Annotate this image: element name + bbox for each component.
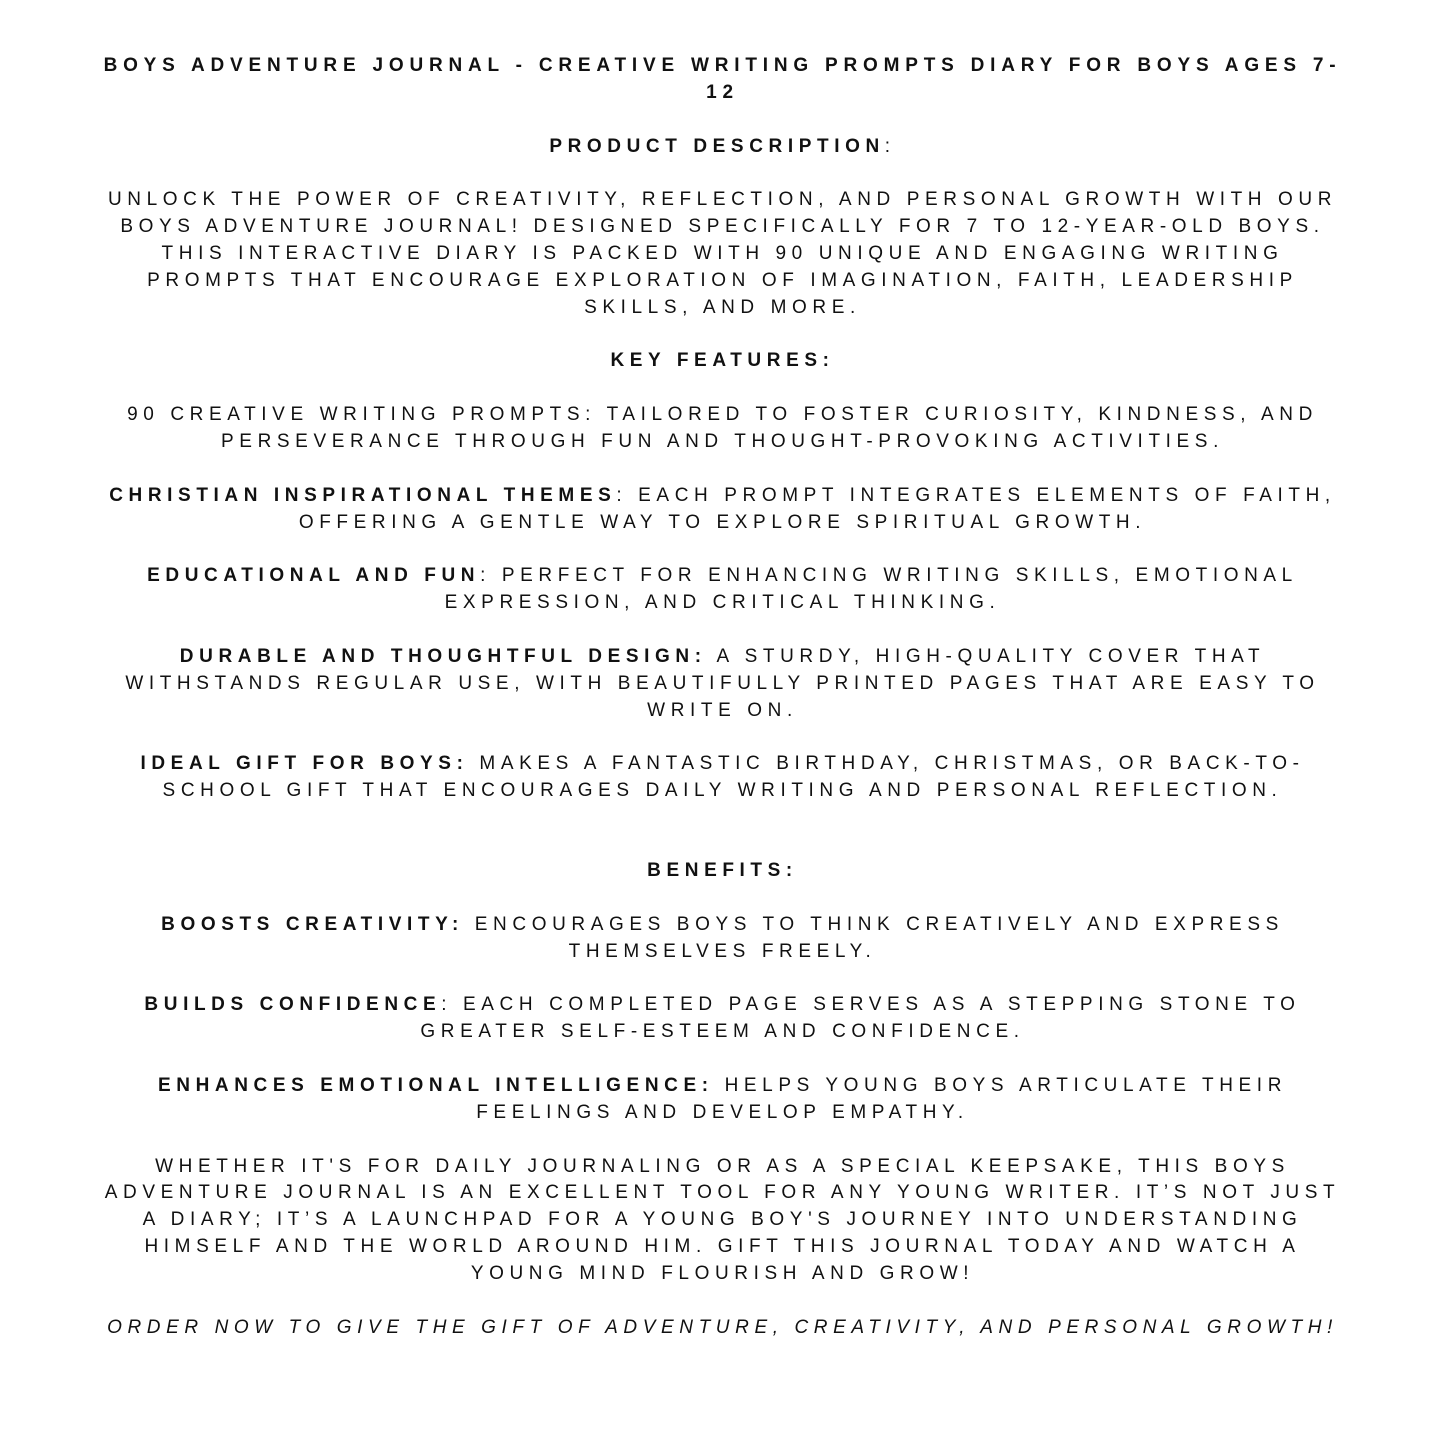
- product-description-heading-colon: :: [884, 135, 896, 157]
- benefit-text: ENCOURAGES BOYS TO THINK CREATIVELY AND EXPRESS THEMSELVES FREELY.: [463, 913, 1284, 962]
- feature-label: CHRISTIAN INSPIRATIONAL THEMES: [109, 484, 617, 506]
- feature-text: MAKES A FANTASTIC BIRTHDAY, CHRISTMAS, OR BACK-TO-SCHOOL GIFT THAT ENCOURAGES DAILY WRITING AND PERSONAL REFLECTION.: [162, 753, 1305, 802]
- intro-paragraph: UNLOCK THE POWER OF CREATIVITY, REFLECTION, AND PERSONAL GROWTH WITH OUR BOYS ADVENTURE JOURNAL! DESIGNED SPECIFICALLY FOR 7 TO 12-YEAR-OLD BOYS. THIS INTERACTIVE DIARY IS PACKED WITH 90 UNIQUE AND ENGAGING WRITING PROMPTS THAT ENCOURAGE EXPLORATION OF IMAGINATION, FAITH, LEADERSHIP SKILLS, AND MORE.: [107, 189, 1338, 318]
- benefits-heading: BENEFITS:: [647, 859, 798, 881]
- benefit-text: : EACH COMPLETED PAGE SERVES AS A STEPPING STONE TO GREATER SELF-ESTEEM AND CONFIDENCE.: [420, 994, 1301, 1043]
- feature-item: [100, 483, 1345, 537]
- closing-paragraph: WHETHER IT'S FOR DAILY JOURNALING OR AS A SPECIAL KEEPSAKE, THIS BOYS ADVENTURE JOURNAL IS AN EXCELLENT TOOL FOR ANY YOUNG WRITER. IT’S NOT JUST A DIARY; IT’S A LAUNCHPAD FOR A YOUNG BOY'S JOURNEY INTO UNDERSTANDING HIMSELF AND THE WORLD AROUND HIM. GIFT THIS JOURNAL TODAY AND WATCH A YOUNG MIND FLOURISH AND GROW!: [104, 1155, 1341, 1284]
- benefit-label: BOOSTS CREATIVITY:: [161, 913, 464, 935]
- feature-text: 90 CREATIVE WRITING PROMPTS: TAILORED TO FOSTER CURIOSITY, KINDNESS, AND PERSEVERANCE THROUGH FUN AND THOUGHT-PROVOKING ACTIVITIES.: [127, 404, 1318, 452]
- feature-text: : EACH PROMPT INTEGRATES ELEMENTS OF FAITH, OFFERING A GENTLE WAY TO EXPLORE SPIRITUAL GROWTH.: [298, 484, 1336, 533]
- benefit-label: BUILDS CONFIDENCE: [144, 994, 442, 1016]
- benefit-item: [100, 1073, 1345, 1127]
- closing-call-to-action: ORDER NOW TO GIVE THE GIFT OF ADVENTURE, CREATIVITY, AND PERSONAL GROWTH!: [107, 1316, 1338, 1338]
- feature-item: [100, 563, 1345, 617]
- benefit-label: ENHANCES EMOTIONAL INTELLIGENCE:: [157, 1074, 714, 1096]
- document-title: BOYS ADVENTURE JOURNAL - CREATIVE WRITING PROMPTS DIARY FOR BOYS AGES 7-12: [103, 55, 1342, 103]
- document-page: [100, 53, 1345, 1341]
- key-features-heading: KEY FEATURES:: [610, 350, 835, 372]
- benefit-item: [100, 912, 1345, 966]
- feature-item: [100, 644, 1345, 724]
- feature-text: A STURDY, HIGH-QUALITY COVER THAT WITHSTANDS REGULAR USE, WITH BEAUTIFULLY PRINTED PAGES THAT ARE EASY TO WRITE ON.: [125, 645, 1320, 721]
- feature-item: [100, 402, 1345, 456]
- feature-label: IDEAL GIFT FOR BOYS:: [140, 753, 469, 775]
- benefit-item: [100, 992, 1345, 1046]
- feature-text: : PERFECT FOR ENHANCING WRITING SKILLS, EMOTIONAL EXPRESSION, AND CRITICAL THINKING.: [444, 565, 1298, 614]
- benefit-text: HELPS YOUNG BOYS ARTICULATE THEIR FEELINGS AND DEVELOP EMPATHY.: [476, 1074, 1288, 1123]
- product-description-heading-text: PRODUCT DESCRIPTION: [549, 135, 885, 157]
- feature-label: DURABLE AND THOUGHTFUL DESIGN:: [179, 645, 707, 667]
- feature-item: [100, 751, 1345, 805]
- feature-label: EDUCATIONAL AND FUN: [147, 565, 481, 587]
- product-description-heading: [100, 134, 1345, 161]
